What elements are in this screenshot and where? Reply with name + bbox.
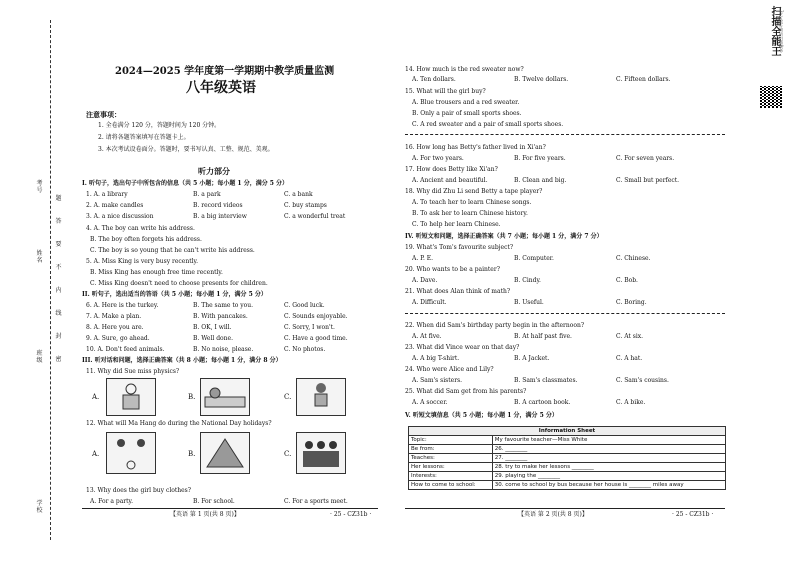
q7-a: 7. A. Make a plan.: [86, 313, 142, 320]
q16-b: B. For five years.: [514, 155, 566, 162]
q19-c: C. Chinese.: [616, 255, 651, 262]
q23-b: B. A Jacket.: [514, 355, 550, 362]
seal-char: 封: [55, 333, 62, 340]
q24-a: A. Sam's sisters.: [412, 377, 463, 384]
q1-b: B. a park: [193, 191, 221, 198]
q19-b: B. Computer.: [514, 255, 554, 262]
q20-a: A. Dave.: [412, 277, 438, 284]
q1-c: C. a bank: [284, 191, 313, 198]
q3-b: B. a big interview: [193, 213, 247, 220]
q24-text: 24. Who were Alice and Lily?: [405, 366, 494, 373]
section-4-heading: IV. 听短文和问题，选择正确答案（共 7 小题；每小题 1 分，满分 7 分）: [405, 233, 603, 240]
q23-a: A. A big T-shirt.: [412, 355, 460, 362]
q15-a: A. Blue trousers and a red sweater.: [412, 99, 520, 106]
table-cell: Teaches:: [409, 454, 493, 463]
q2-b: B. record videos: [193, 202, 243, 209]
q12-picture-c: [296, 432, 346, 474]
seal-char: 内: [55, 287, 62, 294]
q8-c: C. Sorry, I won't.: [284, 324, 335, 331]
school-label: 学校: [36, 500, 43, 514]
q21-b: B. Useful.: [514, 299, 544, 306]
q22-c: C. At six.: [616, 333, 644, 340]
q6-c: C. Good luck.: [284, 302, 325, 309]
q18-a: A. To teach her to learn Chinese songs.: [412, 199, 532, 206]
binding-line: [50, 20, 51, 540]
table-cell: How to come to school:: [409, 481, 493, 490]
q13-text: 13. Why does the girl buy clothes?: [86, 487, 191, 494]
exam-title: 2024—2025 学年度第一学期期中教学质量监测: [115, 66, 335, 77]
section-1-heading: I. 听句子，选出句子中所包含的信息（共 5 小题；每小题 1 分，满分 5 分）: [82, 180, 289, 187]
q5-a: 5. A. Miss King is very busy recently.: [86, 258, 199, 265]
q2-c: C. buy stamps: [284, 202, 327, 209]
q11-picture-c: [296, 378, 346, 416]
blank-28[interactable]: 28. try to make her lessons ________: [492, 463, 725, 472]
q8-a: 8. A. Here you are.: [86, 324, 144, 331]
q23-c: C. A hat.: [616, 355, 643, 362]
q15-text: 15. What will the girl buy?: [405, 88, 486, 95]
note-item: 2. 请将各题答案填写在答题卡上。: [98, 134, 190, 141]
q8-b: B. OK, I will.: [193, 324, 232, 331]
q20-text: 20. Who wants to be a painter?: [405, 266, 500, 273]
q11-option-c: C.: [284, 393, 292, 401]
q9-b: B. Well done.: [193, 335, 233, 342]
q11-picture-a: [106, 378, 156, 416]
q12-option-a: A.: [92, 450, 100, 458]
footer-rule: [82, 508, 378, 509]
q12-option-b: B.: [188, 450, 196, 458]
q16-text: 16. How long has Betty's father lived in Xi'an?: [405, 144, 546, 151]
footer-rule: [405, 508, 725, 509]
note-item: 3. 本次考试设卷面分。答题时，要书写认真、工整、规范、美观。: [98, 146, 274, 153]
q12-picture-a: [106, 432, 156, 474]
qr-code-icon: [760, 86, 782, 108]
q17-text: 17. How does Betty like Xi'an?: [405, 166, 498, 173]
page-footer-right: 【英语 第 2 页(共 8 页)】: [518, 511, 588, 518]
notes-heading: 注意事项：: [86, 110, 121, 119]
q1-a: 1. A. a library: [86, 191, 128, 198]
q12-picture-b: [200, 432, 250, 474]
q19-text: 19. What's Tom's favourite subject?: [405, 244, 514, 251]
q6-a: 6. A. Here is the turkey.: [86, 302, 159, 309]
q14-b: B. Twelve dollars.: [514, 76, 569, 83]
divider: [405, 313, 725, 314]
q21-a: A. Difficult.: [412, 299, 447, 306]
q11-text: 11. Why did Sue miss physics?: [86, 368, 180, 375]
q3-c: C. a wonderful treat: [284, 213, 346, 220]
q5-c: C. Miss King doesn't need to choose presents for children.: [90, 280, 268, 287]
seal-char: 要: [55, 241, 62, 248]
q17-c: C. Small but perfect.: [616, 177, 680, 184]
q13-c: C. For a sports meet.: [284, 498, 348, 505]
q25-c: C. A bike.: [616, 399, 646, 406]
q17-a: A. Ancient and beautiful.: [412, 177, 488, 184]
seal-char: 答: [55, 218, 62, 225]
table-cell: Be from:: [409, 445, 493, 454]
name-label: 姓名: [36, 250, 43, 264]
q13-b: B. For school.: [193, 498, 235, 505]
q11-option-a: A.: [92, 393, 100, 401]
table-cell: My favourite teacher—Miss White: [492, 436, 725, 445]
q4-a: 4. A. The boy can write his address.: [86, 225, 195, 232]
scanner-tagline: 3亿人都在用的扫描App: [779, 10, 784, 53]
table-cell: Interests:: [409, 472, 493, 481]
q18-c: C. To help her learn Chinese.: [412, 221, 501, 228]
q23-text: 23. What did Vince wear on that day?: [405, 344, 520, 351]
q18-b: B. To ask her to learn Chinese history.: [412, 210, 528, 217]
q15-b: B. Only a pair of small sports shoes.: [412, 110, 522, 117]
subject-title: 八年级英语: [186, 80, 256, 96]
q10-b: B. No noise, please.: [193, 346, 254, 353]
blank-30[interactable]: 30. come to school by bus because her house is ________ miles away: [492, 481, 725, 490]
q14-c: C. Fifteen dollars.: [616, 76, 671, 83]
q22-a: A. At five.: [412, 333, 442, 340]
q12-option-c: C.: [284, 450, 292, 458]
listening-title: 听力部分: [198, 166, 230, 176]
q3-a: 3. A. a nice discussion: [86, 213, 154, 220]
q6-b: B. The same to you.: [193, 302, 254, 309]
seal-char: 不: [55, 264, 62, 271]
q22-b: B. At half past five.: [514, 333, 572, 340]
blank-29[interactable]: 29. playing the ________: [492, 472, 725, 481]
q5-b: B. Miss King has enough free time recently.: [90, 269, 223, 276]
q25-a: A. A soccer.: [412, 399, 448, 406]
q19-a: A. P. E.: [412, 255, 434, 262]
q16-c: C. For seven years.: [616, 155, 675, 162]
q15-c: C. A red sweater and a pair of small sports shoes.: [412, 121, 564, 128]
q10-c: C. No photos.: [284, 346, 326, 353]
q9-c: C. Have a good time.: [284, 335, 348, 342]
q17-b: B. Clean and big.: [514, 177, 567, 184]
blank-26[interactable]: 26. ________: [492, 445, 725, 454]
page-code-right: · 25 - CZ31b ·: [672, 511, 714, 518]
q25-b: B. A cartoon book.: [514, 399, 571, 406]
q20-b: B. Cindy.: [514, 277, 541, 284]
q16-a: A. For two years.: [412, 155, 464, 162]
information-sheet-title: Information Sheet: [409, 427, 726, 436]
q20-c: C. Bob.: [616, 277, 638, 284]
q21-text: 21. What does Alan think of math?: [405, 288, 511, 295]
section-5-heading: V. 听短文填信息（共 5 小题；每小题 1 分，满分 5 分）: [405, 412, 558, 419]
blank-27[interactable]: 27. ________: [492, 454, 725, 463]
q7-b: B. With pancakes.: [193, 313, 248, 320]
q14-text: 14. How much is the red sweater now?: [405, 66, 524, 73]
q4-c: C. The boy is so young that he can't write his address.: [90, 247, 255, 254]
q24-c: C. Sam's cousins.: [616, 377, 669, 384]
q9-a: 9. A. Sure, go ahead.: [86, 335, 150, 342]
q2-a: 2. A. make candles: [86, 202, 144, 209]
page-code-left: · 25 - CZ31b ·: [330, 511, 372, 518]
q11-picture-b: [200, 378, 250, 416]
seal-char: 线: [55, 310, 62, 317]
note-item: 1. 全卷满分 120 分，答题时间为 120 分钟。: [98, 122, 221, 129]
table-cell: Her lessons:: [409, 463, 493, 472]
q13-a: A. For a party.: [90, 498, 134, 505]
information-sheet: [408, 426, 726, 490]
q10-a: 10. A. Don't feed animals.: [86, 346, 165, 353]
q25-text: 25. What did Sam get from his parents?: [405, 388, 527, 395]
page-footer-left: 【英语 第 1 页(共 8 页)】: [170, 511, 240, 518]
divider: [405, 134, 725, 135]
seal-char: 密: [55, 356, 62, 363]
exam-number-label: 考号: [36, 180, 43, 194]
q7-c: C. Sounds enjoyable.: [284, 313, 348, 320]
section-3-heading: III. 听对话和问题，选择正确答案（共 8 小题；每小题 1 分，满分 8 分）: [82, 357, 282, 364]
q4-b: B. The boy often forgets his address.: [90, 236, 202, 243]
table-cell: Topic:: [409, 436, 493, 445]
seal-char: 题: [55, 195, 62, 202]
q12-text: 12. What will Ma Hang do during the National Day holidays?: [86, 420, 272, 427]
q18-text: 18. Why did Zhu Li send Betty a tape player?: [405, 188, 543, 195]
class-label: 班级: [36, 350, 43, 364]
q24-b: B. Sam's classmates.: [514, 377, 578, 384]
scanner-brand: 扫描全能王: [769, 6, 780, 56]
q22-text: 22. When did Sam's birthday party begin in the afternoon?: [405, 322, 585, 329]
q21-c: C. Boring.: [616, 299, 647, 306]
section-2-heading: II. 听句子，选出适当的答语（共 5 小题；每小题 1 分，满分 5 分）: [82, 291, 267, 298]
q11-option-b: B.: [188, 393, 196, 401]
q14-a: A. Ten dollars.: [412, 76, 456, 83]
